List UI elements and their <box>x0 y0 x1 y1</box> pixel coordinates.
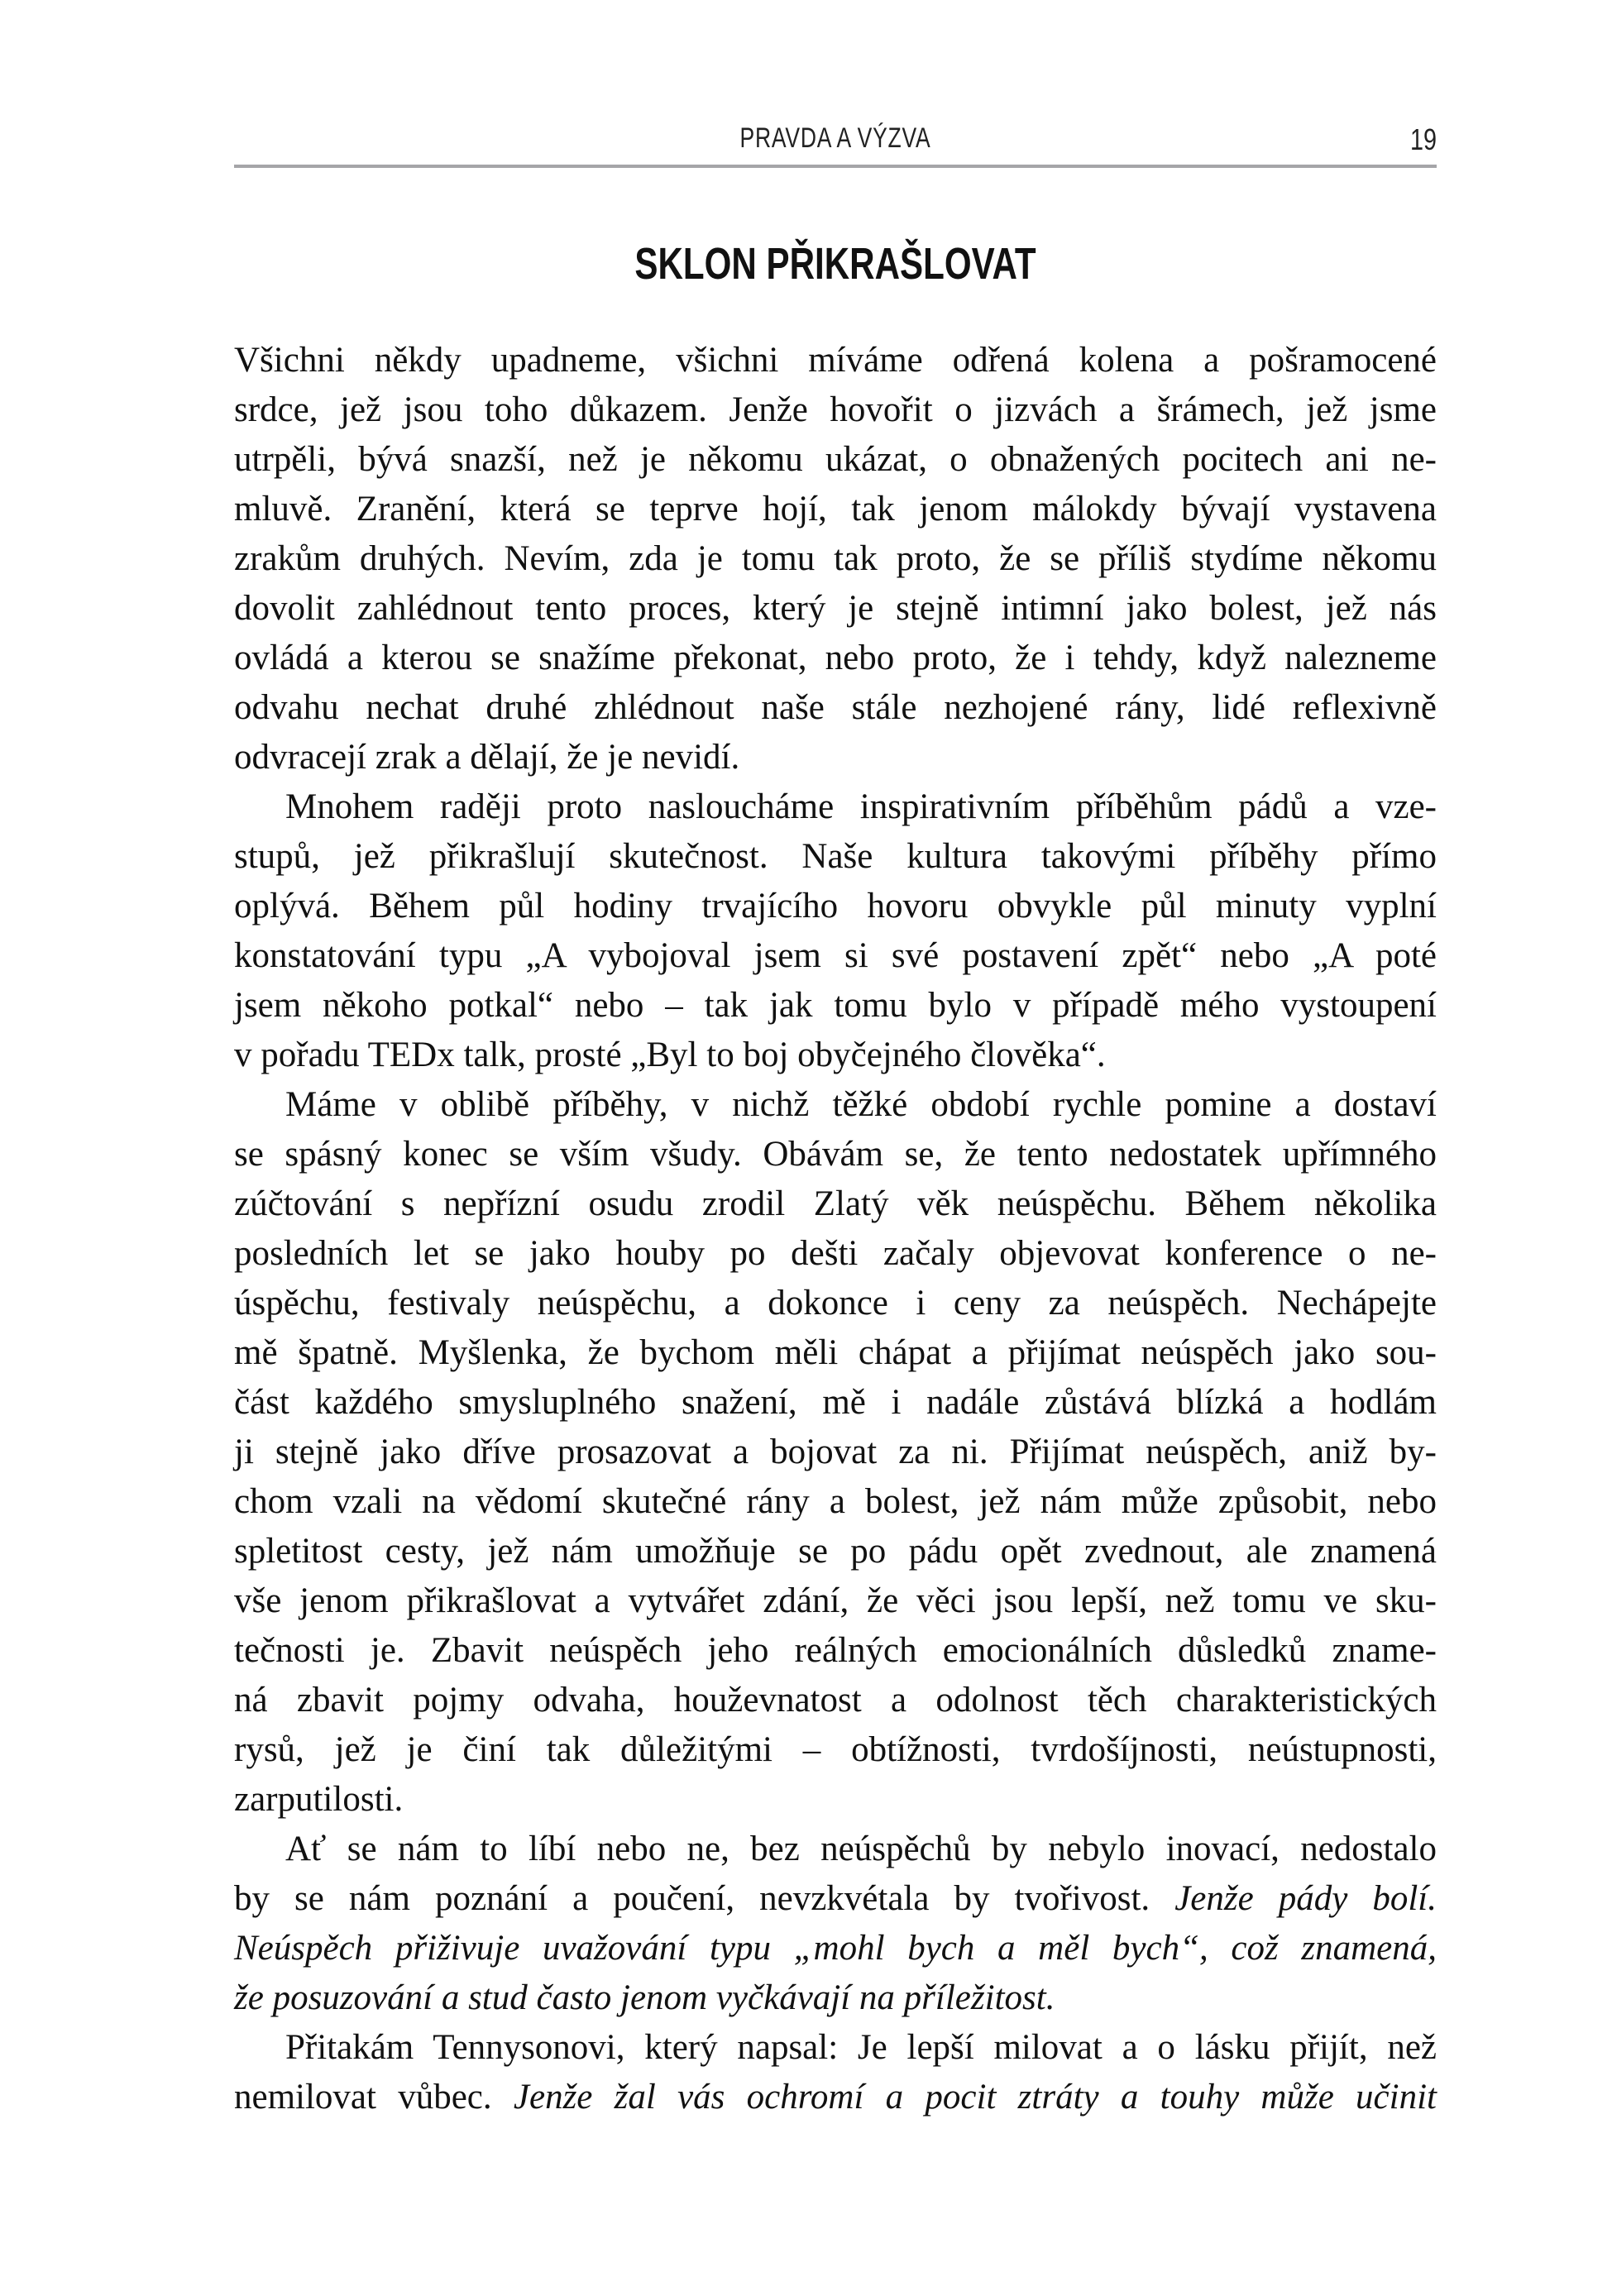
text-line <box>234 1626 1437 1676</box>
text-segment: Mnohem raději proto nasloucháme inspirativním příběhům pádů a vze- <box>285 787 1437 826</box>
text-line <box>234 1924 1437 1973</box>
text-line <box>234 336 1437 385</box>
text-line <box>234 1080 1437 1130</box>
body-text <box>234 336 1437 2122</box>
text-line <box>234 832 1437 882</box>
text-line <box>234 981 1437 1031</box>
text-line <box>234 1527 1437 1576</box>
text-segment: se spásný konec se vším všudy. Obávám se, že tento nedostatek upřímného <box>234 1135 1437 1174</box>
text-segment: zarputilosti. <box>234 1780 404 1819</box>
text-segment: chom vzali na vědomí skutečné rány a bolest, jež nám může způsobit, nebo <box>234 1482 1437 1521</box>
text-line <box>234 733 1437 782</box>
text-line <box>234 1775 1437 1825</box>
page-header <box>234 122 1437 164</box>
chapter-title: SKLON PŘIKRAŠLOVAT <box>634 239 1036 289</box>
text-segment: jsem někoho potkal“ nebo – tak jak tomu bylo v případě mého vystoupení <box>234 986 1437 1025</box>
text-line <box>234 931 1437 981</box>
text-line <box>234 1130 1437 1179</box>
text-segment: mluvě. Zranění, která se teprve hojí, tak jenom málokdy bývají vystavena <box>234 490 1437 529</box>
text-segment: odvahu nechat druhé zhlédnout naše stále nezhojené rány, lidé reflexivně <box>234 688 1437 727</box>
text-segment: Máme v oblibě příběhy, v nichž těžké období rychle pomine a dostaví <box>285 1085 1437 1124</box>
text-line <box>234 2023 1437 2073</box>
text-line <box>234 634 1437 683</box>
text-line <box>234 1428 1437 1477</box>
text-line <box>234 1378 1437 1428</box>
text-line <box>234 1676 1437 1725</box>
text-segment: zrakům druhých. Nevím, zda je tomu tak proto, že se příliš stydíme někomu <box>234 539 1437 578</box>
text-line <box>234 1576 1437 1626</box>
running-title: PRAVDA A VÝZVA <box>739 122 931 154</box>
text-segment: mě špatně. Myšlenka, že bychom měli chápat a přijímat neúspěch jako sou- <box>234 1333 1437 1372</box>
text-line <box>234 683 1437 733</box>
text-segment: zúčtování s nepřízní osudu zrodil Zlatý věk neúspěchu. Během několika <box>234 1184 1437 1223</box>
text-line <box>234 1279 1437 1328</box>
text-line <box>234 1825 1437 1874</box>
text-segment: rysů, jež je činí tak důležitými – obtížnosti, tvrdošíjnosti, neústupnosti, <box>234 1730 1437 1769</box>
text-segment: Všichni někdy upadneme, všichni míváme odřená kolena a pošramocené <box>234 341 1437 380</box>
text-line <box>234 1725 1437 1775</box>
text-line <box>234 584 1437 634</box>
paragraph <box>234 1080 1437 1825</box>
text-segment: spletitost cesty, jež nám umožňuje se po pádu opět zvednout, ale znamená <box>234 1532 1437 1571</box>
text-line <box>234 385 1437 435</box>
italic-text: Jenže žal vás ochromí a pocit ztráty a touhy může učinit <box>513 2078 1437 2117</box>
text-segment: tečnosti je. Zbavit neúspěch jeho reálných emocionálních důsledků zname- <box>234 1631 1437 1670</box>
page-number: 19 <box>1409 122 1437 156</box>
text-segment: nemilovat vůbec. <box>234 2078 514 2117</box>
text-line <box>234 782 1437 832</box>
header-rule <box>234 165 1437 168</box>
text-line <box>234 534 1437 584</box>
text-line <box>234 435 1437 485</box>
text-line <box>234 882 1437 931</box>
text-segment: srdce, jež jsou toho důkazem. Jenže hovořit o jizvách a šrámech, jež jsme <box>234 390 1437 429</box>
text-line <box>234 1179 1437 1229</box>
text-segment: vše jenom přikrašlovat a vytvářet zdání, že věci jsou lepší, než tomu ve sku- <box>234 1581 1437 1620</box>
text-segment: v pořadu TEDx talk, prosté „Byl to boj obyčejného člověka“. <box>234 1036 1106 1074</box>
text-line <box>234 1031 1437 1080</box>
text-segment: úspěchu, festivaly neúspěchu, a dokonce i ceny za neúspěch. Nechápejte <box>234 1284 1437 1323</box>
text-segment: Ať se nám to líbí nebo ne, bez neúspěchů by nebylo inovací, nedostalo <box>285 1830 1437 1868</box>
text-segment: utrpěli, bývá snazší, než je někomu ukázat, o obnažených pocitech ani ne- <box>234 440 1437 479</box>
paragraph <box>234 2023 1437 2122</box>
text-line <box>234 485 1437 534</box>
text-segment: by se nám poznání a poučení, nevzkvétala by tvořivost. <box>234 1879 1175 1918</box>
paragraph <box>234 336 1437 782</box>
text-segment: ná zbavit pojmy odvaha, houževnatost a odolnost těch charakteristických <box>234 1681 1437 1720</box>
text-line <box>234 1229 1437 1279</box>
paragraph <box>234 1825 1437 2023</box>
text-line <box>234 1328 1437 1378</box>
text-line <box>234 2073 1437 2122</box>
text-segment: část každého smysluplného snažení, mě i nadále zůstává blízká a hodlám <box>234 1383 1437 1422</box>
text-segment: ovládá a kterou se snažíme překonat, nebo proto, že i tehdy, když nalezneme <box>234 639 1437 677</box>
text-segment: odvracejí zrak a dělají, že je nevidí. <box>234 738 740 777</box>
italic-text: Jenže pády bolí. <box>1174 1879 1437 1918</box>
text-segment: stupů, jež přikrašlují skutečnost. Naše kultura takovými příběhy přímo <box>234 837 1437 876</box>
text-segment: Přitakám Tennysonovi, který napsal: Je lepší milovat a o lásku přijít, než <box>285 2028 1437 2067</box>
text-segment: konstatování typu „A vybojoval jsem si své postavení zpět“ nebo „A poté <box>234 936 1437 975</box>
text-segment: ji stejně jako dříve prosazovat a bojovat za ni. Přijímat neúspěch, aniž by- <box>234 1433 1437 1471</box>
paragraph <box>234 782 1437 1080</box>
text-segment: oplývá. Během půl hodiny trvajícího hovoru obvykle půl minuty vyplní <box>234 887 1437 926</box>
text-line <box>234 1477 1437 1527</box>
italic-text: že posuzování a stud často jenom vyčkávají na příležitost. <box>234 1978 1055 2017</box>
italic-text: Neúspěch přiživuje uvažování typu „mohl bych a měl bych“, což znamená, <box>234 1929 1437 1968</box>
text-segment: dovolit zahlédnout tento proces, který je stejně intimní jako bolest, jež nás <box>234 589 1437 628</box>
text-line <box>234 1973 1437 2023</box>
text-line <box>234 1874 1437 1924</box>
text-segment: posledních let se jako houby po dešti začaly objevovat konference o ne- <box>234 1234 1437 1273</box>
